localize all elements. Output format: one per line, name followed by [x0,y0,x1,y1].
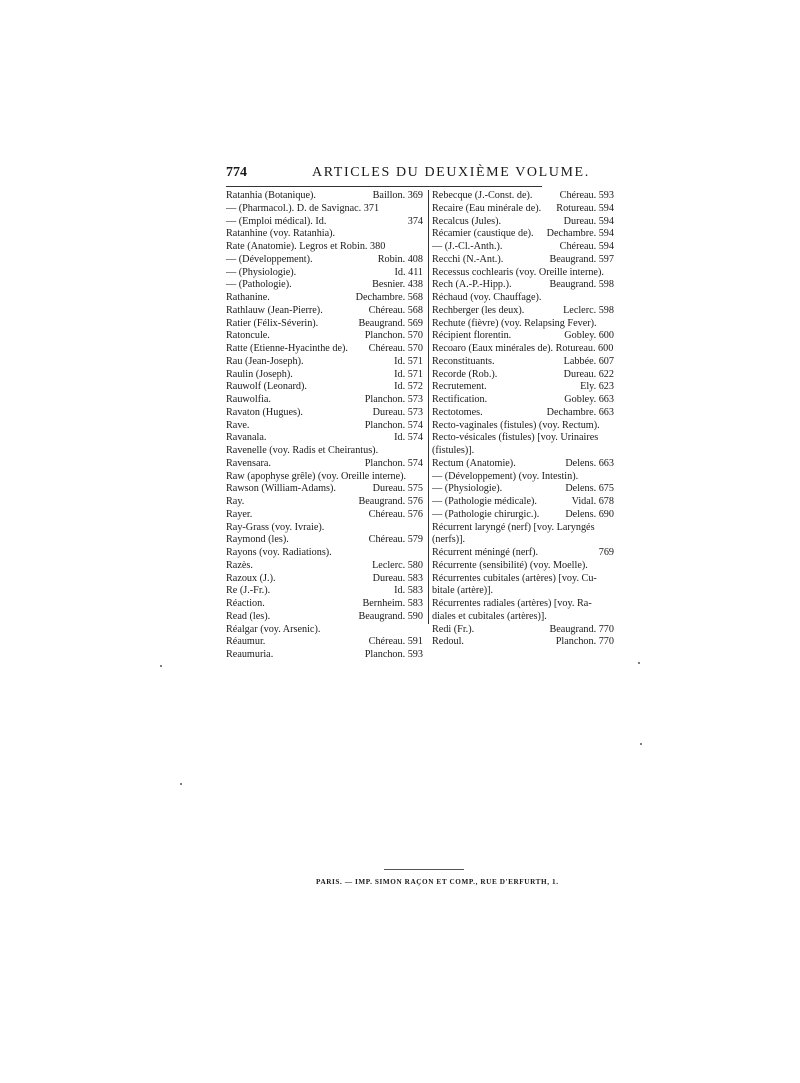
entry-text: Recalcus (Jules). [432,215,502,227]
printer-footer: PARIS. — IMP. SIMON RAÇON ET COMP., RUE D'ERFURTH, 1. [316,878,559,886]
entry-text: Réalgar (voy. Arsenic). [226,623,321,635]
index-entry [226,496,423,509]
index-entry [432,534,614,547]
index-entry [226,254,423,267]
index-entry [226,318,423,331]
index-entry [226,483,423,496]
entry-text: Recoaro (Eaux minérales de). Rotureau. 600 [432,343,614,354]
index-entry [226,585,423,598]
entry-author-page: 769 [598,547,614,558]
entry-author-page: Dechambre. 568 [355,292,423,303]
index-entry [226,573,423,586]
entry-text: Reconstituants. [432,355,495,367]
entry-author-page: Dureau. 622 [563,368,614,380]
index-entry [432,432,614,445]
index-entry [226,305,423,318]
index-entry [226,509,423,522]
entry-author-page: Dureau. 594 [563,215,614,227]
entry-author-page: Chéreau. 591 [368,636,423,648]
entry-author-page: Delens. 675 [565,483,614,495]
entry-text: Ravaton (Hugues). [226,406,303,418]
entry-text: — (Développement) (voy. Intestin). [432,470,579,482]
index-entry [432,267,614,280]
index-entry [432,611,614,624]
entry-text: Rau (Jean-Joseph). [226,355,304,367]
index-entry [432,305,614,318]
index-entry [432,458,614,471]
index-entry [432,636,614,649]
entry-text: Rauwolf (Leonard). [226,381,307,393]
entry-author-page: Dureau. 583 [372,572,423,584]
index-entry [432,292,614,305]
entry-text: — (Pathologie). [226,279,292,291]
entry-author-page: Id. 571 [394,355,423,367]
entry-author-page: Delens. 690 [565,508,614,520]
entry-author-page: Planchon. 570 [364,330,423,342]
entry-author-page: Id. 411 [394,266,423,278]
entry-author-page: Beaugrand. 770 [549,623,614,635]
entry-author-page: Beaugrand. 569 [358,317,423,329]
entry-author-page: Ely. 623 [580,381,614,393]
entry-text: Reaumuria. [226,649,274,660]
entry-text: Rate (Anatomie). Legros et Robin. 380 [226,241,386,252]
entry-text: diales et cubitales (artères)]. [432,610,547,622]
entry-author-page: Vidal. 678 [571,496,614,507]
entry-text: — (Pharmacol.). D. de Savignac. 371 [226,202,380,214]
entry-text: Recchi (N.-Ant.). [432,253,504,265]
entry-author-page: Id. 571 [394,368,423,380]
index-entry [432,394,614,407]
index-entry [432,254,614,267]
entry-author-page: 374 [407,215,423,227]
page-number: 774 [226,165,247,180]
entry-author-page: Planchon. 770 [555,636,614,648]
index-entry [226,330,423,343]
index-entry [226,598,423,611]
header-rule [226,186,542,187]
entry-text: Ratanhine (voy. Ratanhia). [226,228,336,240]
entry-text: — (Pathologie chirurgic.). [432,508,540,520]
index-entry [226,547,423,560]
entry-text: (nerfs)]. [432,534,466,546]
entry-author-page: Chéreau. 579 [368,534,423,546]
index-entry [226,228,423,241]
entry-text: Raymond (les). [226,534,289,546]
entry-text: Réaumur. [226,636,266,648]
entry-author-page: Leclerc. 580 [372,559,423,571]
index-entry [226,636,423,649]
entry-text: Read (les). [226,610,271,622]
index-entry [226,522,423,535]
entry-text: Rechute (fièvre) (voy. Relapsing Fever). [432,317,597,329]
entry-author-page: Robin. 408 [377,253,423,265]
entry-text: Rayer. [226,508,253,520]
index-entry [432,203,614,216]
index-entry [226,381,423,394]
entry-text: Recessus cochlearis (voy. Oreille interne). [432,266,604,278]
entry-text: Ravensara. [226,457,271,469]
entry-text: Récurrent laryngé (nerf) [voy. Laryngés [432,521,595,533]
entry-text: Re (J.-Fr.). [226,585,271,597]
index-entry [226,190,423,203]
index-entry [226,420,423,433]
entry-text: Rectum (Anatomie). [432,457,516,469]
entry-text: Raw (apophyse grêle) (voy. Oreille interne). [226,470,407,482]
entry-author-page: Gobley. 600 [564,330,614,342]
entry-author-page: Beaugrand. 598 [549,279,614,291]
entry-text: Rawson (William-Adams). [226,483,336,495]
entry-text: Raulin (Joseph). [226,368,293,380]
entry-author-page: Labbée. 607 [563,355,614,367]
entry-text: Réaction. [226,598,265,609]
entry-text: Rechberger (les deux). [432,304,525,316]
entry-text: Ratte (Etienne-Hyacinthe de). [226,343,348,354]
scan-speck [180,783,182,785]
entry-author-page: Chéreau. 568 [368,304,423,316]
index-entry [432,228,614,241]
right-column [432,190,614,649]
entry-text: — (Pathologie médicale). [432,496,537,507]
entry-text: Ratier (Félix-Séverin). [226,317,319,329]
entry-author-page: Chéreau. 576 [368,508,423,520]
index-entry [226,241,423,254]
entry-text: Récamier (caustique de). [432,228,534,240]
entry-text: Récurrentes radiales (artères) [voy. Ra- [432,598,592,609]
entry-author-page: Gobley. 663 [564,394,614,405]
entry-text: Ray-Grass (voy. Ivraie). [226,521,325,533]
entry-text: Rebecque (J.-Const. de). [432,190,533,201]
index-entry [226,279,423,292]
column-divider [428,190,429,624]
index-entry [226,534,423,547]
index-entry [432,330,614,343]
index-entry [226,471,423,484]
entry-author-page: Baillon. 369 [372,190,423,201]
entry-author-page: Dureau. 575 [372,483,423,495]
index-entry [432,369,614,382]
index-entry [432,585,614,598]
entry-author-page: Chéreau. 594 [559,241,614,252]
entry-author-page: Planchon. 573 [364,394,423,405]
index-entry [432,343,614,356]
entry-author-page: Planchon. 574 [364,457,423,469]
entry-text: Récurrent méningé (nerf). [432,547,539,558]
index-entry [432,407,614,420]
index-entry [432,496,614,509]
index-entry [226,369,423,382]
index-entry [226,203,423,216]
entry-author-page: Planchon. 593 [364,649,423,660]
entry-author-page: Dureau. 573 [372,406,423,418]
index-entry [432,560,614,573]
index-entry [432,216,614,229]
index-entry [432,471,614,484]
index-entry [432,445,614,458]
index-entry [432,624,614,637]
index-entry [226,445,423,458]
entry-text: Ratoncule. [226,330,270,342]
entry-author-page: Planchon. 574 [364,419,423,431]
entry-text: — (J.-Cl.-Anth.). [432,241,503,252]
index-entry [432,190,614,203]
entry-author-page: Dechambre. 594 [546,228,614,240]
entry-text: Rauwolfia. [226,394,271,405]
entry-text: Razès. [226,559,253,571]
entry-text: Rathanine. [226,292,270,303]
entry-text: Réchaud (voy. Chauffage). [432,292,542,303]
entry-author-page: Id. 574 [394,432,423,444]
entry-author-page: Bernheim. 583 [362,598,423,609]
index-entry [226,560,423,573]
entry-text: — (Emploi médical). Id. [226,215,327,227]
index-entry [226,267,423,280]
entry-text: — (Physiologie). [226,266,297,278]
entry-text: Ray. [226,496,245,507]
entry-text: (fistules)]. [432,445,475,456]
index-entry [432,522,614,535]
entry-text: Ravanala. [226,432,267,444]
index-entry [226,216,423,229]
entry-text: Recto-vaginales (fistules) (voy. Rectum). [432,419,600,431]
entry-author-page: Dechambre. 663 [546,406,614,418]
index-entry [226,624,423,637]
entry-text: Recto-vésicales (fistules) [voy. Urinaires [432,432,599,444]
index-entry [226,343,423,356]
entry-author-page: Delens. 663 [565,457,614,469]
running-header [226,165,590,185]
page-title: ARTICLES DU DEUXIÈME VOLUME. [312,165,590,180]
index-entry [226,611,423,624]
index-entry [432,381,614,394]
scan-speck [638,662,640,664]
index-entry [432,241,614,254]
entry-author-page: Beaugrand. 590 [358,610,423,622]
entry-author-page: Leclerc. 598 [563,304,614,316]
entry-author-page: Beaugrand. 597 [549,253,614,265]
entry-author-page: Rotureau. 594 [556,202,614,214]
entry-text: Rectotomes. [432,406,483,418]
entry-author-page: Chéreau. 593 [559,190,614,201]
entry-text: Ratanhia (Botanique). [226,190,316,201]
index-entry [432,598,614,611]
entry-text: bitale (artère)]. [432,585,494,597]
index-entry [226,292,423,305]
index-entry [432,573,614,586]
entry-text: Rave. [226,419,250,431]
entry-text: Redi (Fr.). [432,623,475,635]
scan-speck [160,665,162,667]
scan-speck [640,743,642,745]
entry-text: Rectification. [432,394,488,405]
index-entry [432,356,614,369]
entry-text: — (Développement). [226,253,313,265]
entry-text: Récipient florentin. [432,330,512,342]
index-entry [432,318,614,331]
index-entry [432,483,614,496]
index-entry [226,356,423,369]
index-entry [432,420,614,433]
entry-text: Rathlauw (Jean-Pierre). [226,304,323,316]
index-entry [432,547,614,560]
entry-author-page: Id. 583 [394,585,423,597]
entry-text: Razoux (J.). [226,572,276,584]
index-entry [226,458,423,471]
entry-text: Récurrente (sensibilité) (voy. Moelle). [432,559,588,571]
entry-text: Recrutement. [432,381,487,393]
entry-text: Rayons (voy. Radiations). [226,547,332,558]
entry-author-page: Chéreau. 570 [368,343,423,354]
entry-text: Recorde (Rob.). [432,368,498,380]
index-entry [226,394,423,407]
footer-rule [384,869,464,870]
index-entry [226,649,423,662]
entry-author-page: Besnier. 438 [372,279,423,291]
entry-text: Recaire (Eau minérale de). [432,202,542,214]
entry-author-page: Beaugrand. 576 [358,496,423,507]
index-entry [226,407,423,420]
entry-text: Ravenelle (voy. Radis et Cheirantus). [226,445,379,456]
left-column [226,190,423,662]
index-entry [432,279,614,292]
entry-text: Redoul. [432,636,464,648]
entry-text: — (Physiologie). [432,483,503,495]
index-entry [226,432,423,445]
entry-text: Récurrentes cubitales (artères) [voy. Cu- [432,572,597,584]
index-entry [432,509,614,522]
entry-text: Rech (A.-P.-Hipp.). [432,279,512,291]
entry-author-page: Id. 572 [394,381,423,393]
